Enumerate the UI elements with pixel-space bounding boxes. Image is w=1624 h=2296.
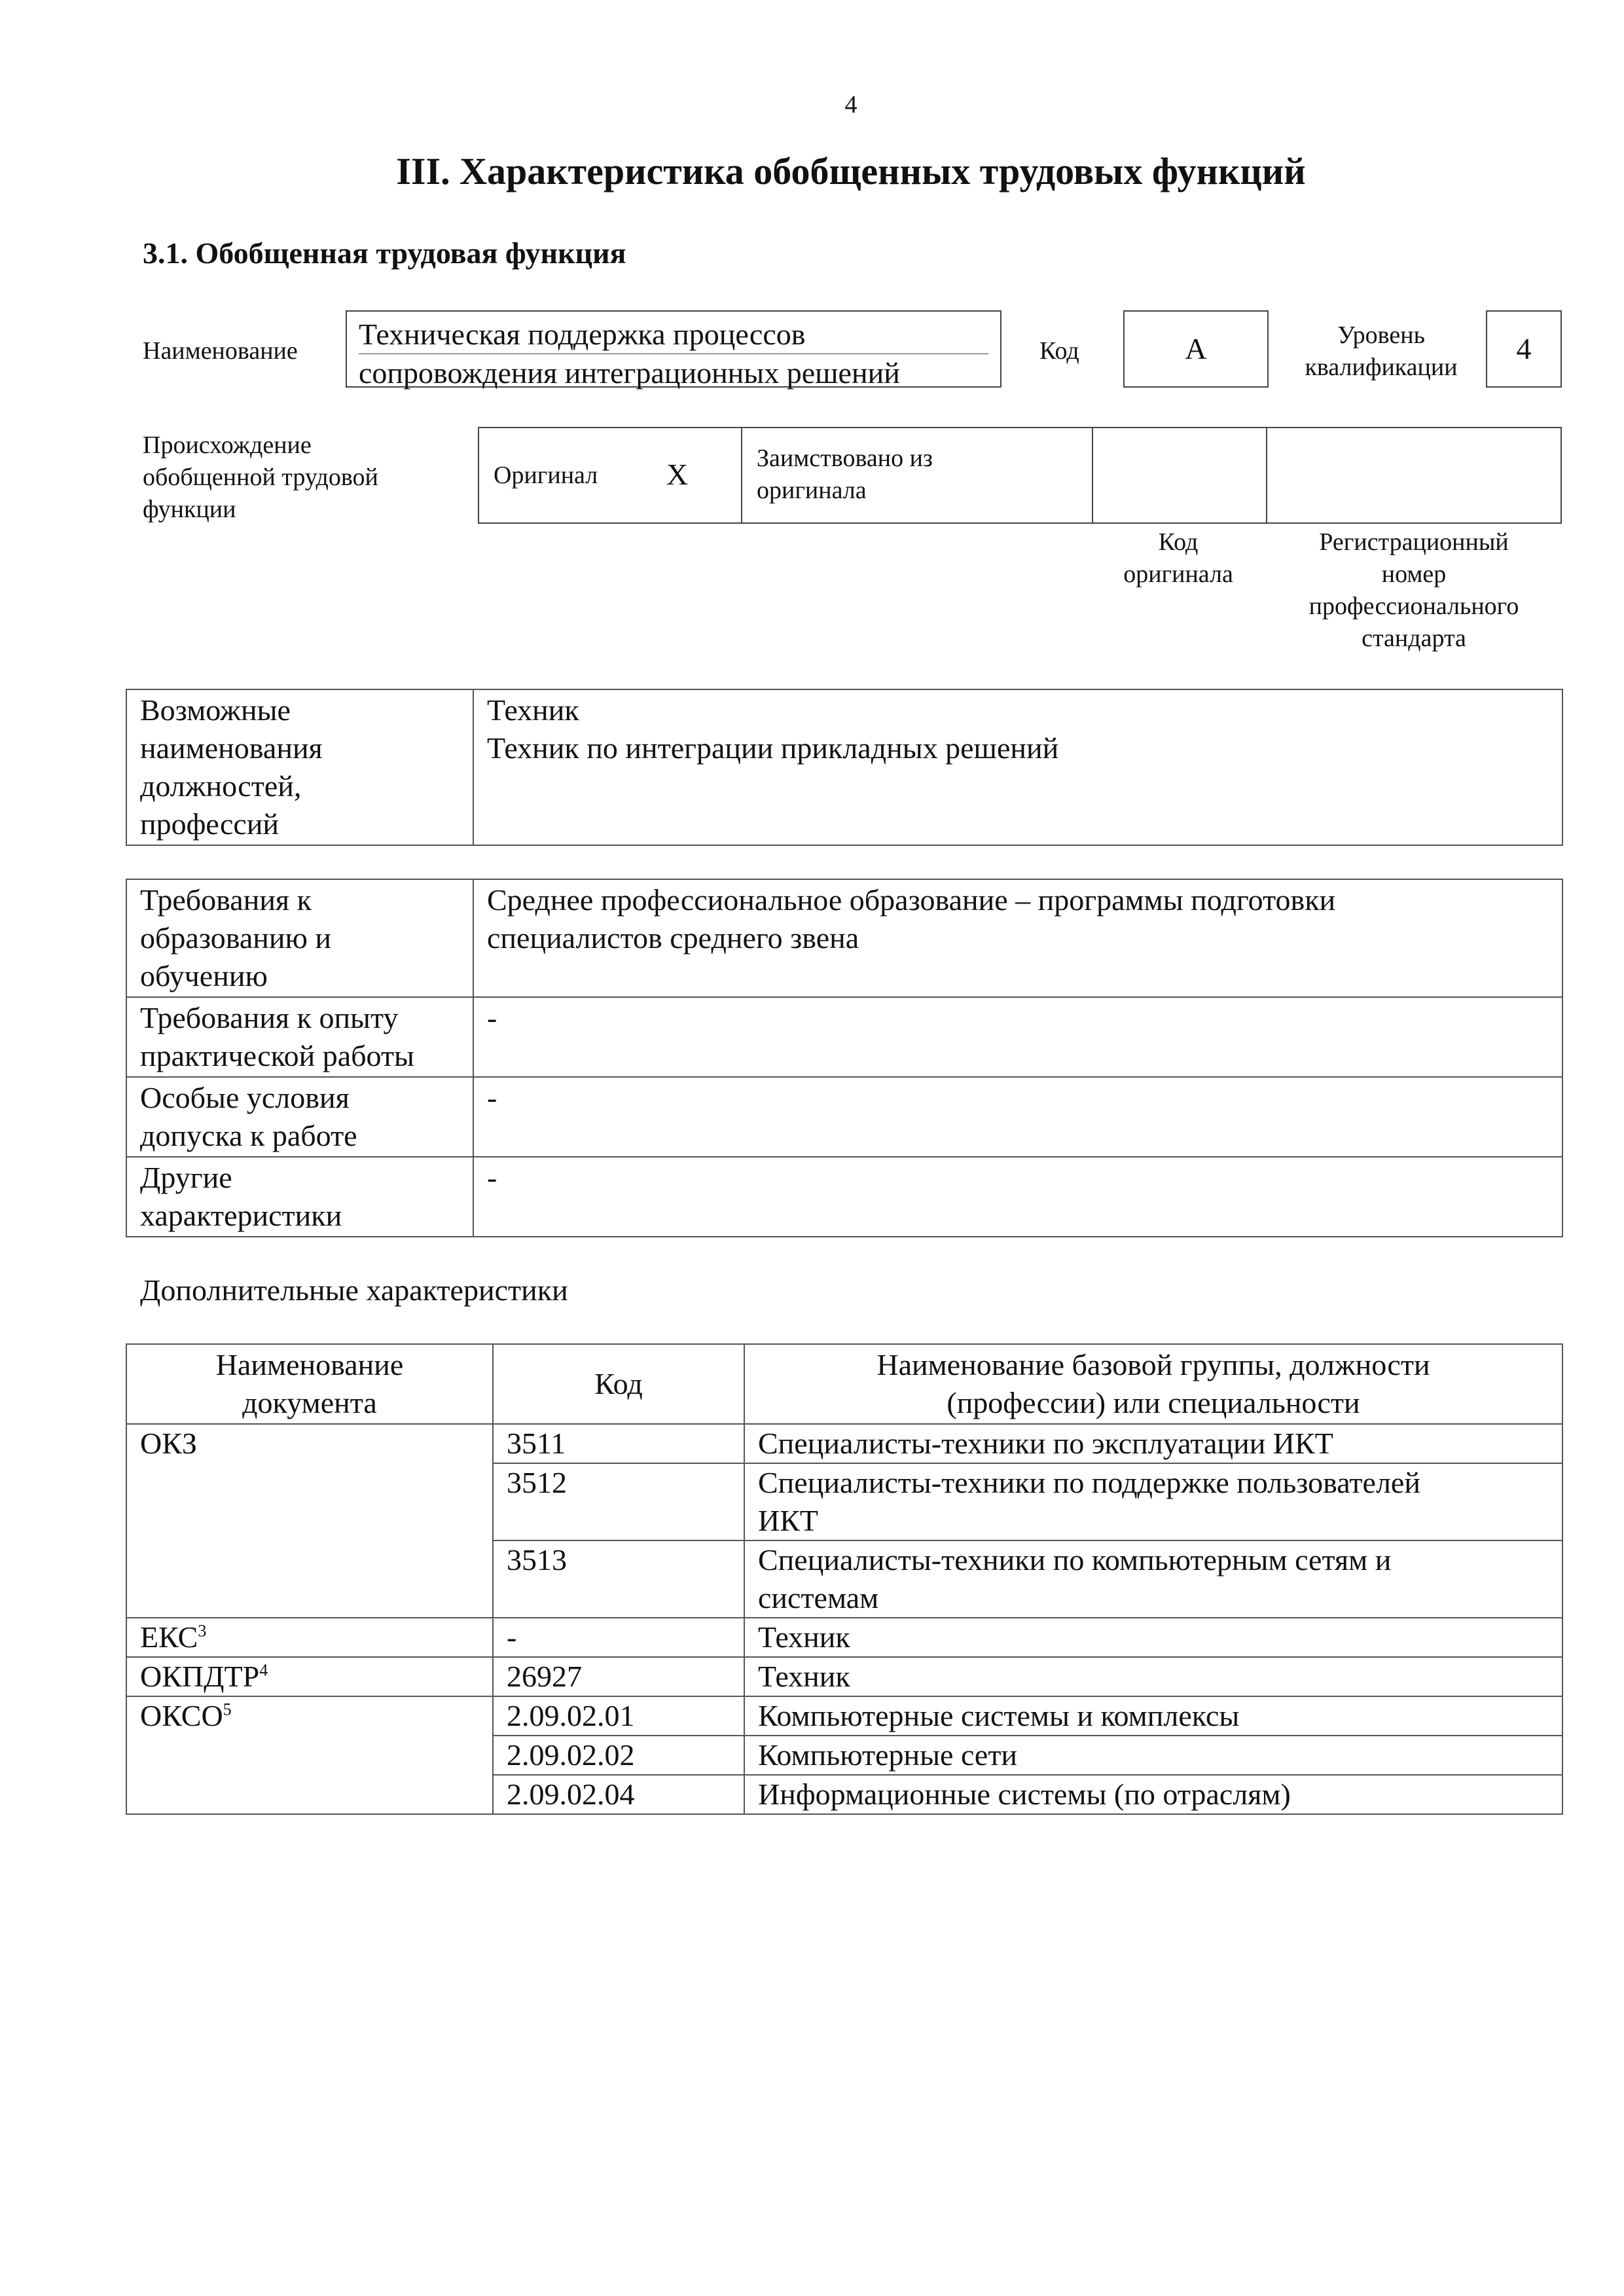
- name-cell: [744, 1618, 1562, 1657]
- requirements-value-cell: [473, 879, 1562, 997]
- positions-label-line4: профессий: [140, 807, 280, 841]
- name-line: ИКТ: [758, 1504, 818, 1537]
- level-label-line2: квалификации: [1305, 354, 1458, 381]
- level-value: 4: [1516, 332, 1532, 365]
- doc-name: ОКЗ: [140, 1427, 197, 1460]
- requirements-label-line: Особые условия: [140, 1081, 350, 1114]
- doc-cell: [126, 1618, 493, 1657]
- requirements-row-education: [126, 879, 1562, 997]
- name-cell: [744, 1424, 1562, 1463]
- name-cell: [744, 1463, 1562, 1540]
- origin-box: [478, 427, 1562, 524]
- table-row: [126, 1696, 1562, 1736]
- name-line: Техник: [758, 1620, 850, 1654]
- header-name-line2: (профессии) или специальности: [947, 1386, 1360, 1419]
- level-value-box: [1486, 310, 1562, 388]
- name-value-box: [346, 310, 1001, 388]
- requirements-label-line: образованию и: [140, 921, 331, 955]
- requirements-label-line: практической работы: [140, 1039, 414, 1072]
- requirements-table: [126, 879, 1563, 1237]
- origin-label-line2: обобщенной трудовой: [143, 464, 378, 491]
- positions-label-line2: наименования: [140, 731, 323, 765]
- header-name-line1: Наименование базовой группы, должности: [876, 1348, 1430, 1381]
- name-cell: [744, 1540, 1562, 1618]
- name-cell: [744, 1696, 1562, 1736]
- positions-label-line1: Возможные: [140, 693, 291, 727]
- additional-header-row: [126, 1344, 1562, 1424]
- doc-cell: [126, 1736, 493, 1775]
- origin-label-line3: функции: [143, 496, 236, 523]
- code-cell: 26927: [493, 1657, 744, 1696]
- reg-number-caption: [1266, 526, 1562, 655]
- code-cell: 3513: [493, 1540, 744, 1618]
- original-label: Оригинал: [494, 462, 598, 489]
- positions-table: [126, 689, 1563, 846]
- requirements-label-cell: [126, 879, 473, 997]
- code-cell: 2.09.02.01: [493, 1696, 744, 1736]
- requirements-label-cell: [126, 1157, 473, 1237]
- positions-label-line3: должностей,: [140, 769, 302, 803]
- requirements-label-line: обучению: [140, 959, 268, 993]
- positions-value-line2: Техник по интеграции прикладных решений: [487, 731, 1059, 765]
- code-cell: 3511: [493, 1424, 744, 1463]
- additional-header-name: [744, 1344, 1562, 1424]
- name-cell: [744, 1657, 1562, 1696]
- name-line: Специалисты-техники по компьютерным сетям и: [758, 1543, 1392, 1576]
- reg-number-caption-line2: номер: [1381, 560, 1447, 588]
- requirements-value-cell: -: [473, 1157, 1562, 1237]
- code-original-caption: [1091, 526, 1266, 591]
- borrowed-label-line2: оригинала: [757, 477, 867, 504]
- name-line: Специалисты-техники по эксплуатации ИКТ: [758, 1427, 1333, 1460]
- code-original-caption-line1: Код: [1158, 528, 1199, 556]
- table-row: [126, 1463, 1562, 1540]
- section-title: III. Характеристика обобщенных трудовых функций: [396, 150, 1306, 192]
- code-cell: 2.09.02.04: [493, 1775, 744, 1814]
- subsection-title: 3.1. Обобщенная трудовая функция: [143, 236, 626, 270]
- requirements-row-conditions: [126, 1077, 1562, 1157]
- origin-label: [143, 429, 378, 526]
- table-row: [126, 1540, 1562, 1618]
- table-row: [126, 1657, 1562, 1696]
- name-cell: [744, 1736, 1562, 1775]
- requirements-label-line: допуска к работе: [140, 1119, 357, 1152]
- requirements-value-line: Среднее профессиональное образование – программы подготовки: [487, 883, 1336, 917]
- positions-value-cell: [473, 689, 1562, 845]
- table-row: [126, 1618, 1562, 1657]
- page-number: 4: [844, 91, 857, 118]
- additional-title: Дополнительные характеристики: [140, 1273, 568, 1307]
- level-label-line1: Уровень: [1337, 321, 1425, 349]
- requirements-label-line: Требования к: [140, 883, 312, 917]
- footnote-ref: 3: [198, 1621, 207, 1641]
- code-cell: 3512: [493, 1463, 744, 1540]
- requirements-value-line: специалистов среднего звена: [487, 921, 859, 955]
- reg-number-caption-line3: профессионального: [1308, 592, 1519, 620]
- code-cell: 2.09.02.02: [493, 1736, 744, 1775]
- borrowed-label-line1: Заимствовано из: [757, 445, 933, 472]
- positions-row: [126, 689, 1562, 845]
- doc-cell: [126, 1775, 493, 1814]
- table-row: [126, 1736, 1562, 1775]
- requirements-label-line: Требования к опыту: [140, 1001, 399, 1034]
- doc-cell: [126, 1424, 493, 1463]
- name-line: Компьютерные системы и комплексы: [758, 1699, 1240, 1732]
- origin-divider-1: [741, 428, 742, 524]
- table-row: [126, 1424, 1562, 1463]
- borrowed-label: [757, 443, 933, 507]
- reg-number-caption-line4: стандарта: [1362, 625, 1466, 652]
- requirements-label-cell: [126, 1077, 473, 1157]
- doc-cell: [126, 1696, 493, 1736]
- positions-value-line1: Техник: [487, 693, 579, 727]
- name-label: Наименование: [143, 337, 298, 365]
- name-cell: [744, 1775, 1562, 1814]
- requirements-label-line: Другие: [140, 1161, 232, 1194]
- positions-label-cell: [126, 689, 473, 845]
- code-value-box: [1123, 310, 1269, 388]
- origin-divider-3: [1266, 428, 1267, 524]
- doc-name: ЕКС: [140, 1620, 198, 1654]
- requirements-label-line: характеристики: [140, 1199, 342, 1232]
- doc-name: ОКПДТР: [140, 1660, 260, 1693]
- code-value: A: [1185, 332, 1207, 365]
- name-line: Информационные системы (по отраслям): [758, 1777, 1291, 1811]
- code-cell: -: [493, 1618, 744, 1657]
- name-line: Компьютерные сети: [758, 1738, 1018, 1772]
- original-mark: X: [666, 458, 689, 491]
- table-row: [126, 1775, 1562, 1814]
- name-value-line2: сопровождения интеграционных решений: [359, 354, 988, 392]
- name-line: Техник: [758, 1660, 850, 1693]
- code-original-caption-line2: оригинала: [1123, 560, 1233, 588]
- name-line: системам: [758, 1581, 879, 1614]
- requirements-row-experience: [126, 997, 1562, 1077]
- additional-header-doc: [126, 1344, 493, 1424]
- requirements-value-cell: -: [473, 997, 1562, 1077]
- name-value-line1: Техническая поддержка процессов: [359, 318, 806, 351]
- requirements-row-other: [126, 1157, 1562, 1237]
- reg-number-caption-line1: Регистрационный: [1319, 528, 1509, 556]
- code-label: Код: [1039, 337, 1079, 365]
- origin-divider-2: [1092, 428, 1093, 524]
- requirements-label-cell: [126, 997, 473, 1077]
- requirements-value-cell: -: [473, 1077, 1562, 1157]
- additional-table: [126, 1343, 1563, 1815]
- origin-label-line1: Происхождение: [143, 431, 312, 459]
- doc-cell: [126, 1540, 493, 1618]
- doc-name: ОКСО: [140, 1699, 223, 1732]
- header-doc-line2: документа: [242, 1386, 377, 1419]
- footnote-ref: 5: [223, 1700, 232, 1719]
- level-label: [1290, 319, 1473, 384]
- footnote-ref: 4: [259, 1660, 268, 1680]
- header-doc-line1: Наименование: [215, 1348, 404, 1381]
- doc-cell: [126, 1463, 493, 1540]
- additional-header-code: Код: [493, 1344, 744, 1424]
- name-line: Специалисты-техники по поддержке пользователей: [758, 1466, 1420, 1499]
- doc-cell: [126, 1657, 493, 1696]
